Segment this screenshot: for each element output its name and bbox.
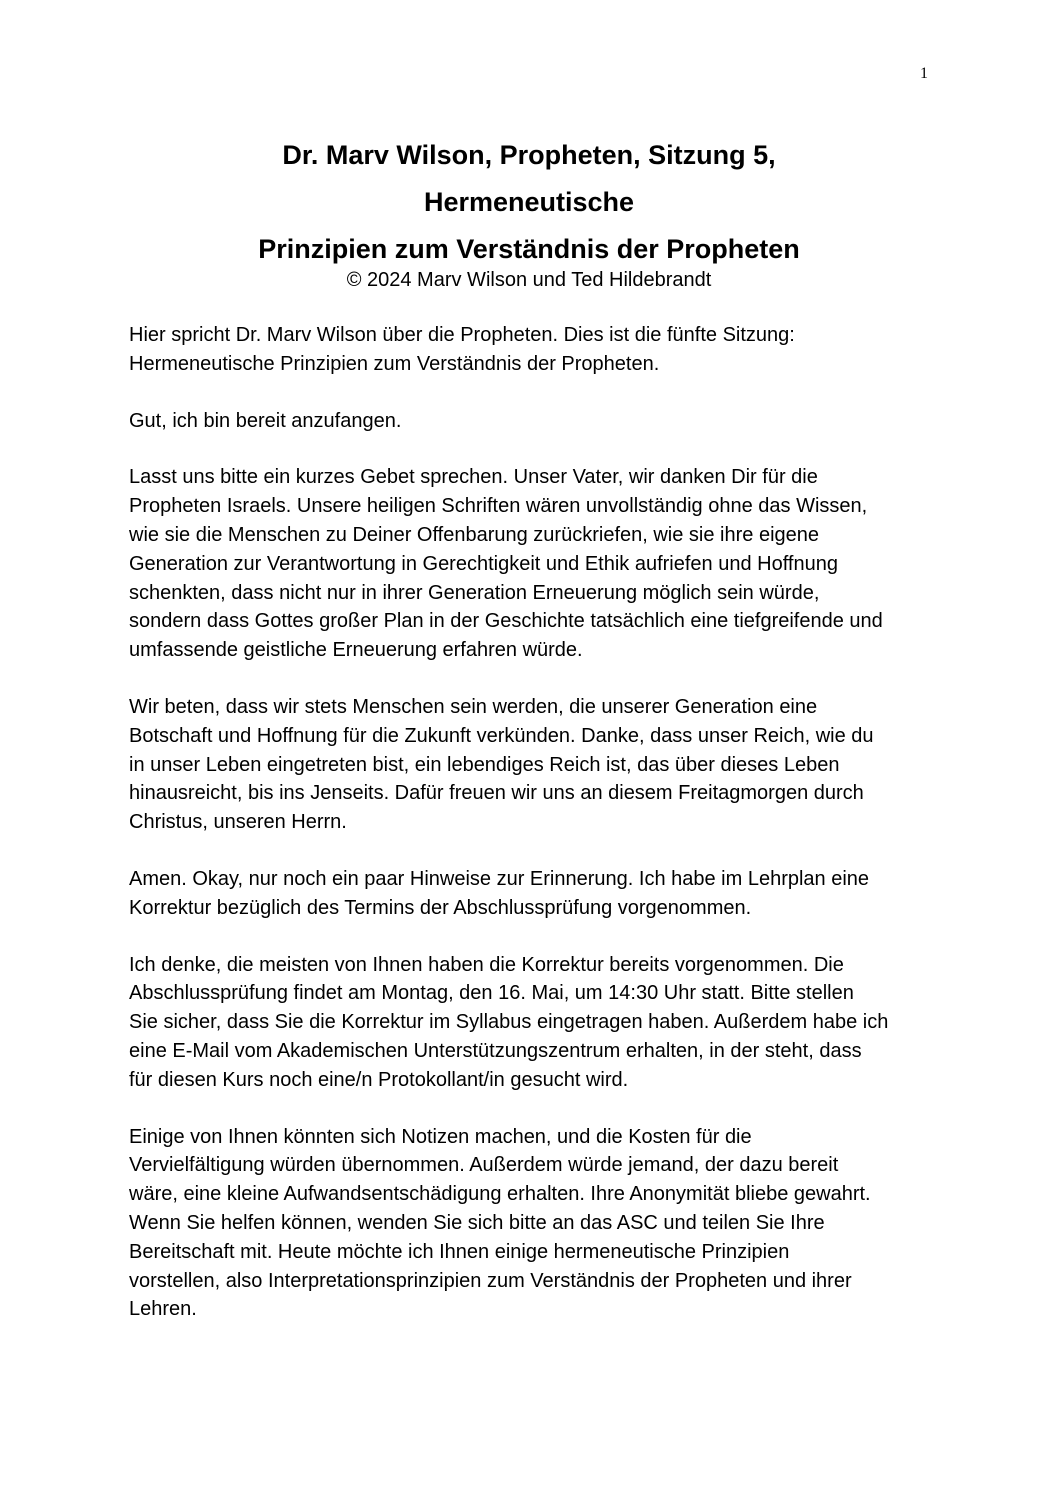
paragraph-exam-info bbox=[129, 951, 929, 1095]
document-title-block bbox=[129, 132, 929, 295]
text-line: schenkten, dass nicht nur in ihrer Generation Erneuerung möglich sein würde, bbox=[129, 581, 820, 604]
text-line: Hier spricht Dr. Marv Wilson über die Propheten. Dies ist die fünfte Sitzung: bbox=[129, 324, 795, 346]
text-line: Wenn Sie helfen können, wenden Sie sich bitte an das ASC und teilen Sie Ihre bbox=[129, 1211, 825, 1234]
text-line: Amen. Okay, nur noch ein paar Hinweise zur Erinnerung. Ich habe im Lehrplan eine bbox=[129, 867, 870, 890]
text-line: Sie sicher, dass Sie die Korrektur im Syllabus eingetragen haben. Außerdem habe ich bbox=[129, 1011, 889, 1034]
text-line: wie sie die Menschen zu Deiner Offenbarung zurückriefen, wie sie ihre eigene bbox=[129, 523, 820, 546]
text-line: Bereitschaft mit. Heute möchte ich Ihnen einige hermeneutische Prinzipien bbox=[129, 1240, 790, 1263]
paragraph-intro bbox=[129, 321, 929, 379]
text-line: hinausreicht, bis ins Jenseits. Dafür freuen wir uns an diesem Freitagmorgen durch bbox=[129, 782, 864, 805]
copyright-notice: © 2024 Marv Wilson und Ted Hildebrandt bbox=[346, 269, 712, 291]
text-line: Hermeneutische Prinzipien zum Verständnis der Propheten. bbox=[129, 352, 660, 375]
title-line-3: Prinzipien zum Verständnis der Propheten bbox=[258, 234, 800, 264]
paragraph-ready bbox=[129, 407, 929, 436]
text-line: Ich denke, die meisten von Ihnen haben die Korrektur bereits vorgenommen. Die bbox=[129, 953, 844, 976]
text-line: umfassende geistliche Erneuerung erfahren würde. bbox=[129, 639, 583, 662]
paragraph-prayer-continued bbox=[129, 693, 929, 837]
text-line: Vervielfältigung würden übernommen. Außerdem würde jemand, der dazu bereit bbox=[129, 1154, 839, 1177]
text-line: Einige von Ihnen könnten sich Notizen machen, und die Kosten für die bbox=[129, 1125, 752, 1148]
paragraph-notetaker bbox=[129, 1123, 929, 1325]
text-line: für diesen Kurs noch eine/n Protokollant/in gesucht wird. bbox=[129, 1068, 629, 1091]
text-line: Botschaft und Hoffnung für die Zukunft verkünden. Danke, dass unser Reich, wie du bbox=[129, 724, 874, 747]
text-line: Korrektur bezüglich des Termins der Abschlussprüfung vorgenommen. bbox=[129, 896, 752, 919]
paragraph-announcements bbox=[129, 865, 929, 923]
title-line-2: Hermeneutische bbox=[423, 187, 635, 217]
text-line: sondern dass Gottes großer Plan in der Geschichte tatsächlich eine tiefgreifende und bbox=[129, 610, 883, 633]
paragraph-prayer bbox=[129, 463, 929, 665]
text-line: Generation zur Verantwortung in Gerechtigkeit und Ethik aufriefen und Hoffnung bbox=[129, 552, 838, 575]
text-line: Lehren. bbox=[129, 1298, 197, 1321]
document-body bbox=[129, 321, 929, 1352]
title-line-1: Dr. Marv Wilson, Propheten, Sitzung 5, bbox=[282, 140, 776, 170]
page-number: 1 bbox=[920, 65, 928, 82]
text-line: Abschlussprüfung findet am Montag, den 16. Mai, um 14:30 Uhr statt. Bitte stellen bbox=[129, 982, 854, 1005]
text-line: wäre, eine kleine Aufwandsentschädigung erhalten. Ihre Anonymität bliebe gewahrt. bbox=[129, 1183, 871, 1206]
text-line: vorstellen, also Interpretationsprinzipien zum Verständnis der Propheten und ihrer bbox=[129, 1269, 852, 1292]
text-line: eine E-Mail vom Akademischen Unterstützungszentrum erhalten, in der steht, dass bbox=[129, 1039, 862, 1062]
text-line: Wir beten, dass wir stets Menschen sein werden, die unserer Generation eine bbox=[129, 695, 818, 718]
text-line: Propheten Israels. Unsere heiligen Schriften wären unvollständig ohne das Wissen, bbox=[129, 495, 868, 518]
text-line: Lasst uns bitte ein kurzes Gebet sprechen. Unser Vater, wir danken Dir für die bbox=[129, 466, 818, 489]
text-line: Gut, ich bin bereit anzufangen. bbox=[129, 409, 402, 432]
text-line: Christus, unseren Herrn. bbox=[129, 811, 347, 834]
text-line: in unser Leben eingetreten bist, ein lebendiges Reich ist, das über dieses Leben bbox=[129, 753, 840, 776]
